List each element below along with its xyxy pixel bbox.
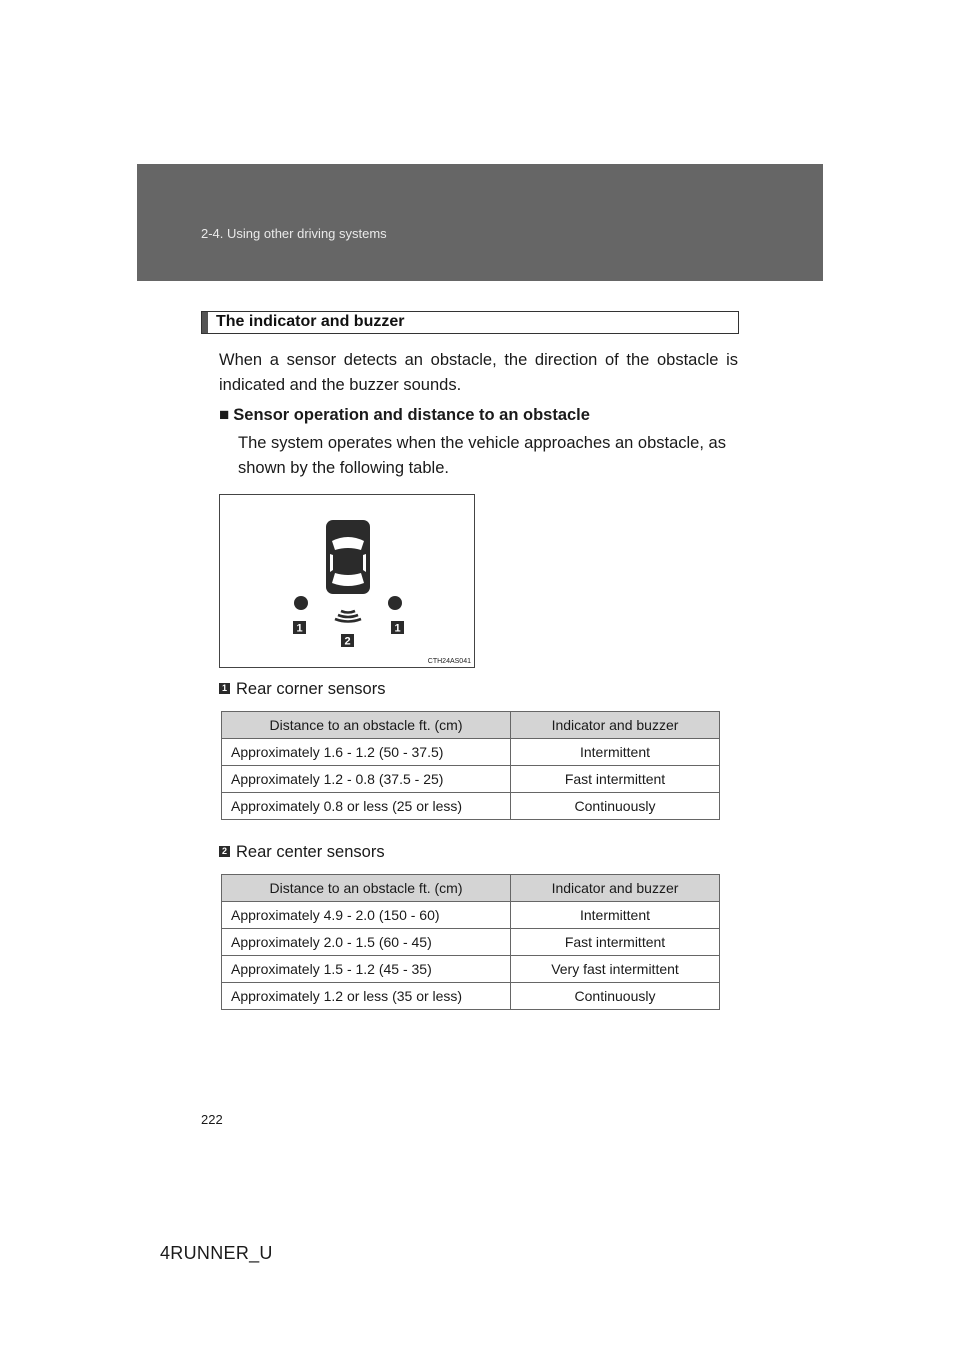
indicator-cell: Very fast intermittent — [511, 956, 720, 983]
rear-center-legend — [219, 843, 385, 862]
car-right-window — [363, 554, 366, 572]
rear-center-table — [221, 874, 720, 1010]
table-header-row — [222, 875, 720, 902]
column-header: Indicator and buzzer — [511, 875, 720, 902]
rear-corner-table — [221, 711, 720, 820]
indicator-cell: Intermittent — [511, 902, 720, 929]
table-row — [222, 956, 720, 983]
column-header: Distance to an obstacle ft. (cm) — [222, 875, 511, 902]
marker-1-icon: 1 — [219, 683, 230, 694]
indicator-cell: Intermittent — [511, 739, 720, 766]
distance-cell: Approximately 1.6 - 1.2 (50 - 37.5) — [222, 739, 511, 766]
table-row — [222, 902, 720, 929]
table-row — [222, 739, 720, 766]
table-row — [222, 983, 720, 1010]
distance-cell: Approximately 1.2 or less (35 or less) — [222, 983, 511, 1010]
page-number: 222 — [201, 1112, 223, 1127]
distance-cell: Approximately 0.8 or less (25 or less) — [222, 793, 511, 820]
heading-text: The indicator and buzzer — [216, 313, 405, 330]
callout-1-left-label: 1 — [296, 622, 303, 635]
distance-cell: Approximately 1.2 - 0.8 (37.5 - 25) — [222, 766, 511, 793]
document-code: 4RUNNER_U — [160, 1243, 273, 1263]
column-header: Distance to an obstacle ft. (cm) — [222, 712, 511, 739]
table-row — [222, 793, 720, 820]
table-row — [222, 766, 720, 793]
subsection-body: The system operates when the vehicle approaches an obstacle, as shown by the following table. — [238, 434, 726, 477]
section-title: 2-4. Using other driving systems — [201, 226, 387, 241]
rear-corner-legend — [219, 680, 385, 699]
distance-cell: Approximately 2.0 - 1.5 (60 - 45) — [222, 929, 511, 956]
left-corner-sensor-icon — [294, 596, 308, 610]
car-left-window — [330, 554, 333, 572]
subsection-title: Sensor operation and distance to an obstacle — [233, 406, 590, 424]
square-bullet-icon: ■ — [219, 405, 230, 424]
figure-code: CTH24AS041 — [427, 658, 471, 665]
distance-cell: Approximately 1.5 - 1.2 (45 - 35) — [222, 956, 511, 983]
heading-bar — [202, 312, 208, 333]
callout-2-label: 2 — [344, 635, 351, 648]
marker-2-icon: 2 — [219, 846, 230, 857]
table-row — [222, 929, 720, 956]
table-header-row — [222, 712, 720, 739]
distance-cell: Approximately 4.9 - 2.0 (150 - 60) — [222, 902, 511, 929]
intro-paragraph: When a sensor detects an obstacle, the direction of the obstacle is indicated and the buzzer sounds. — [219, 351, 738, 394]
rear-center-label: Rear center sensors — [236, 843, 385, 861]
indicator-cell: Fast intermittent — [511, 766, 720, 793]
car-sensor-illustration — [220, 495, 474, 667]
header-band — [137, 164, 823, 281]
callout-1-right-label: 1 — [394, 622, 401, 635]
indicator-cell: Fast intermittent — [511, 929, 720, 956]
rear-corner-label: Rear corner sensors — [236, 680, 386, 698]
center-sensor-wave-icon — [341, 611, 355, 613]
sensor-diagram — [219, 494, 475, 668]
subsection-heading — [219, 405, 590, 425]
column-header: Indicator and buzzer — [511, 712, 720, 739]
right-corner-sensor-icon — [388, 596, 402, 610]
indicator-cell: Continuously — [511, 983, 720, 1010]
section-heading — [201, 311, 739, 334]
indicator-cell: Continuously — [511, 793, 720, 820]
